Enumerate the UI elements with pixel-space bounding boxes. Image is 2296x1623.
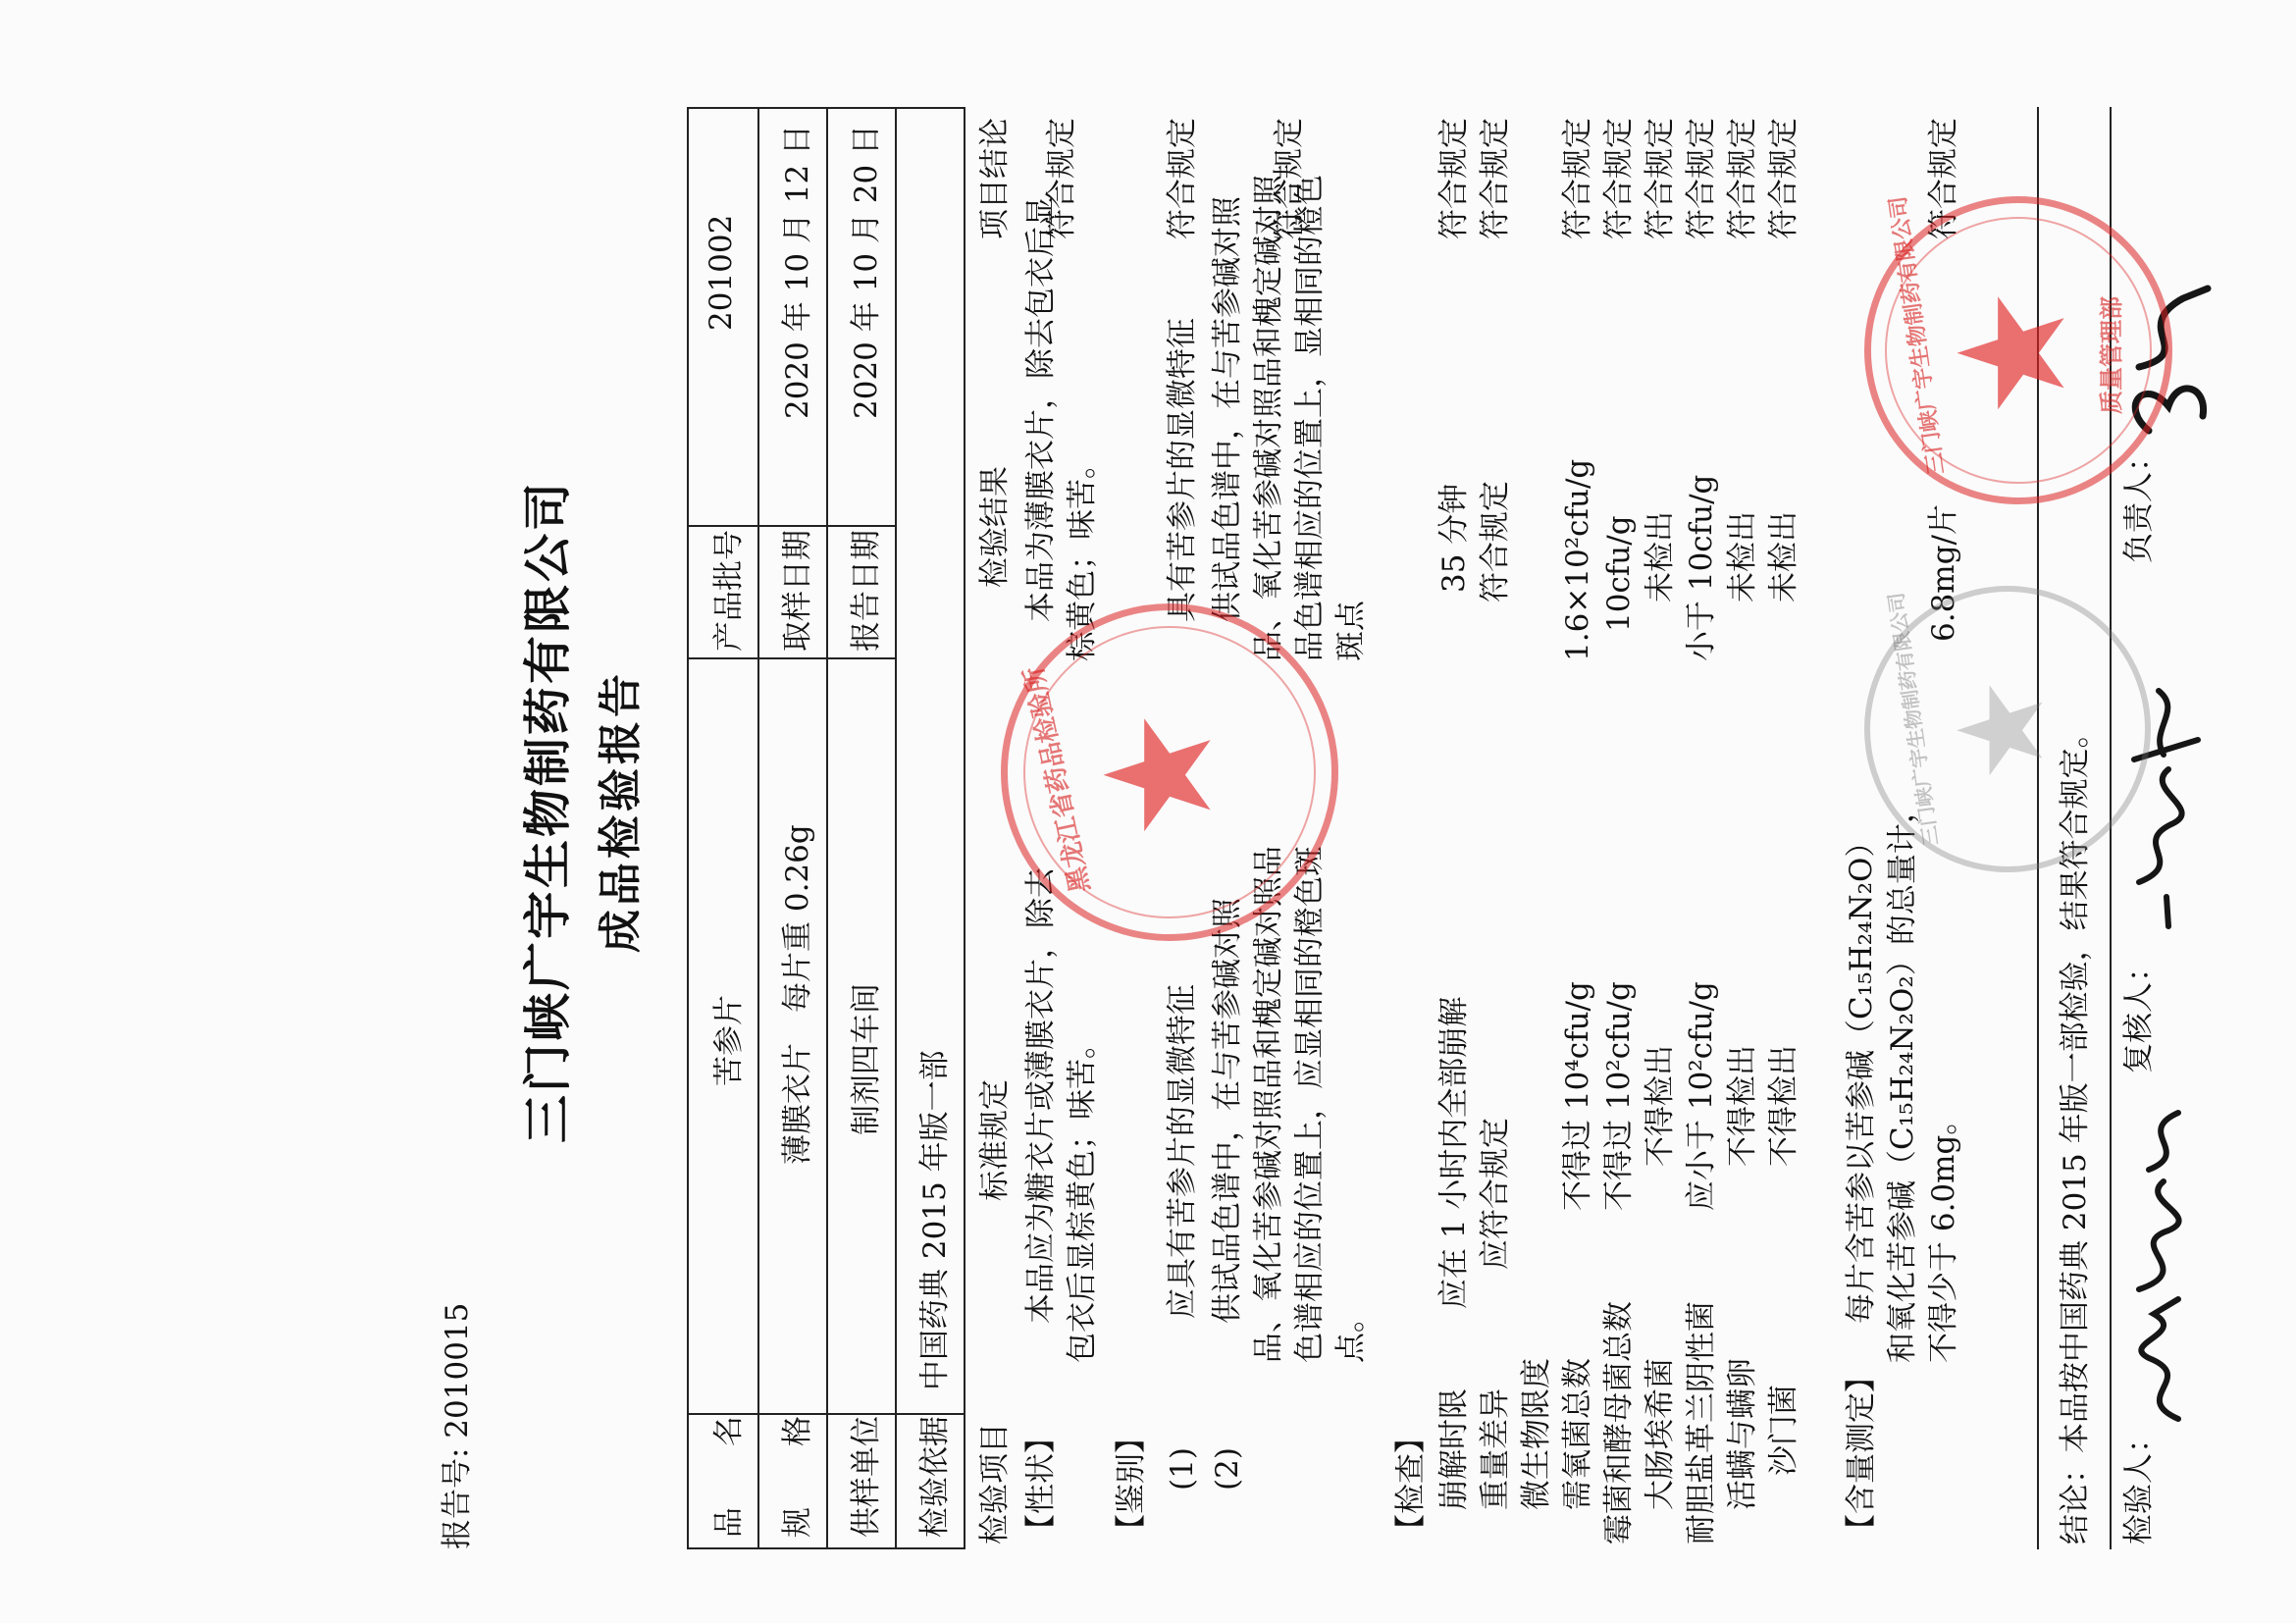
ecoli-standard: 不得检出 bbox=[1643, 1045, 1678, 1167]
seal-star-icon: ★ bbox=[1934, 677, 2070, 783]
ident-2-standard: 色谱相应的位置上，应显相同的橙色斑 bbox=[1292, 846, 1328, 1363]
sample-date-label: 取样日期 bbox=[780, 530, 815, 652]
ecoli-conclusion: 符合规定 bbox=[1643, 118, 1678, 239]
salmonella-conclusion: 符合规定 bbox=[1766, 118, 1801, 239]
column-standard: 标准规定 bbox=[977, 1079, 1013, 1201]
assay-standard: 不得少于 6.0mg。 bbox=[1926, 1104, 1961, 1363]
disintegration-label: 崩解时限 bbox=[1436, 1388, 1472, 1510]
ident-2-result: 供试品色谱中，在与苦参碱对照 bbox=[1210, 196, 1245, 622]
table-rule bbox=[757, 109, 759, 1547]
seal-text: 三门峡广宇生物制药有限公司 bbox=[1884, 591, 1943, 848]
disintegration-conclusion: 符合规定 bbox=[1436, 118, 1472, 239]
inspector-signature bbox=[2110, 1093, 2218, 1427]
spec-label: 规 格 bbox=[780, 1416, 815, 1538]
properties-result: 本品为薄膜衣片，除去包衣后显 bbox=[1023, 196, 1059, 622]
section-properties: 【性状】 bbox=[1023, 1423, 1059, 1544]
ident-2-result: 品色谱相应的位置上，显相同的橙色 bbox=[1292, 175, 1328, 661]
table-rule bbox=[689, 657, 895, 659]
section-assay: 【含量测定】 bbox=[1844, 1362, 1879, 1544]
seal-text: 三门峡广宇生物制药有限公司 bbox=[1885, 194, 1950, 477]
mold-conclusion: 符合规定 bbox=[1601, 118, 1637, 239]
table-rule bbox=[689, 525, 895, 527]
properties-standard: 本品应为糖衣片或薄膜衣片，除去 bbox=[1023, 867, 1059, 1324]
ecoli-result: 未检出 bbox=[1643, 511, 1678, 602]
product-name-label: 品 名 bbox=[711, 1416, 747, 1538]
weight-conclusion: 符合规定 bbox=[1478, 118, 1513, 239]
mites-conclusion: 符合规定 bbox=[1725, 118, 1760, 239]
properties-standard: 包衣后显棕黄色；味苦。 bbox=[1065, 1028, 1100, 1363]
ident-2-label: (2) bbox=[1210, 1447, 1245, 1491]
properties-conclusion: 符合规定 bbox=[1044, 118, 1079, 239]
table-rule bbox=[689, 1413, 964, 1415]
ident-1-standard: 应具有苦参片的显微特征 bbox=[1165, 984, 1200, 1319]
seal-text: 质量管理部 bbox=[2097, 296, 2125, 414]
report-number: 报告号: 2010015 bbox=[440, 1302, 475, 1549]
info-table bbox=[687, 107, 965, 1549]
aerobic-standard: 不得过 10⁴cfu/g bbox=[1560, 981, 1595, 1211]
assay-result: 6.8mg/片 bbox=[1926, 504, 1961, 642]
table-rule bbox=[895, 109, 897, 1547]
microbial-label: 微生物限度 bbox=[1519, 1358, 1554, 1510]
section-identification: 【鉴别】 bbox=[1114, 1423, 1149, 1544]
weight-standard: 应符合规定 bbox=[1478, 1118, 1513, 1270]
spec-value: 薄膜衣片 每片重 0.26g bbox=[780, 824, 815, 1165]
conclusion-text: 结论：本品按中国药典 2015 年版一部检验，结果符合规定。 bbox=[2058, 717, 2093, 1544]
mold-standard: 不得过 10²cfu/g bbox=[1601, 981, 1637, 1211]
disintegration-result: 35 分钟 bbox=[1436, 483, 1472, 593]
weight-label: 重量差异 bbox=[1478, 1388, 1513, 1510]
aerobic-label: 需氧菌总数 bbox=[1560, 1358, 1595, 1510]
inspector-label: 检验人： bbox=[2121, 1423, 2157, 1544]
column-conclusion: 项目结论 bbox=[977, 118, 1013, 239]
ident-2-standard: 点。 bbox=[1333, 1302, 1369, 1363]
aerobic-result: 1.6×10²cfu/g bbox=[1560, 458, 1595, 661]
aerobic-conclusion: 符合规定 bbox=[1560, 118, 1595, 239]
ident-2-conclusion: 符合规定 bbox=[1272, 118, 1307, 239]
report-date-label: 报告日期 bbox=[849, 530, 884, 652]
basis-label: 检验依据 bbox=[917, 1416, 953, 1538]
bile-standard: 应小于 10²cfu/g bbox=[1684, 981, 1719, 1211]
table-rule bbox=[826, 109, 828, 1547]
product-name: 苦参片 bbox=[711, 995, 747, 1086]
seal-star-icon: ★ bbox=[1928, 287, 2099, 419]
ident-2-standard: 品、氧化苦参碱对照品和槐定碱对照品 bbox=[1251, 846, 1286, 1363]
properties-result: 棕黄色；味苦。 bbox=[1065, 448, 1100, 661]
bile-result: 小于 10cfu/g bbox=[1684, 474, 1719, 661]
seal-star-icon: ★ bbox=[1074, 708, 1245, 841]
red-quality-seal bbox=[1864, 196, 2172, 504]
ident-2-result: 斑点 bbox=[1333, 601, 1369, 661]
assay-standard: 和氧化苦参碱（C₁₅H₂₄N₂O₂）的总量计， bbox=[1885, 793, 1920, 1363]
mold-result: 10cfu/g bbox=[1601, 515, 1637, 632]
ident-1-conclusion: 符合规定 bbox=[1165, 118, 1200, 239]
batch-label: 产品批号 bbox=[711, 530, 747, 652]
reviewer-label: 复核人： bbox=[2121, 952, 2157, 1073]
mites-result: 未检出 bbox=[1725, 511, 1760, 602]
bile-label: 耐胆盐革兰阴性菌 bbox=[1684, 1301, 1719, 1544]
disintegration-standard: 应在 1 小时内全部崩解 bbox=[1436, 996, 1472, 1309]
salmonella-standard: 不得检出 bbox=[1766, 1045, 1801, 1167]
sample-date: 2020 年 10 月 12 日 bbox=[780, 124, 815, 419]
red-inspection-seal bbox=[1001, 603, 1338, 941]
responsible-label: 负责人： bbox=[2121, 442, 2157, 563]
ident-2-standard: 供试品色谱中，在与苦参碱对照 bbox=[1210, 898, 1245, 1324]
assay-conclusion: 符合规定 bbox=[1926, 118, 1961, 239]
gray-seal bbox=[1864, 586, 2151, 872]
batch-number: 201002 bbox=[704, 214, 739, 331]
supplier-value: 制剂四车间 bbox=[849, 983, 884, 1135]
mold-label: 霉菌和酵母菌总数 bbox=[1601, 1301, 1637, 1544]
salmonella-label: 沙门菌 bbox=[1766, 1385, 1801, 1476]
section-inspection: 【检查】 bbox=[1393, 1423, 1429, 1544]
bile-conclusion: 符合规定 bbox=[1684, 118, 1719, 239]
salmonella-result: 未检出 bbox=[1766, 511, 1801, 602]
report-title: 成品检验报告 bbox=[596, 670, 646, 953]
column-item: 检验项目 bbox=[977, 1423, 1013, 1544]
mites-standard: 不得检出 bbox=[1725, 1045, 1760, 1167]
supplier-label: 供样单位 bbox=[849, 1416, 884, 1538]
ident-1-label: (1) bbox=[1165, 1447, 1200, 1491]
basis-value: 中国药典 2015 年版一部 bbox=[917, 1050, 953, 1390]
ident-2-result: 品、氧化苦参碱对照品和槐定碱对照 bbox=[1251, 175, 1286, 661]
assay-standard: 每片含苦参以苦参碱（C₁₅H₂₄N₂O） bbox=[1844, 826, 1879, 1324]
weight-result: 符合规定 bbox=[1478, 481, 1513, 602]
column-result: 检验结果 bbox=[977, 466, 1013, 588]
ecoli-label: 大肠埃希菌 bbox=[1643, 1358, 1678, 1510]
report-date: 2020 年 10 月 20 日 bbox=[849, 124, 884, 419]
ident-1-result: 具有苦参片的显微特征 bbox=[1165, 318, 1200, 622]
company-name: 三门峡广宇生物制药有限公司 bbox=[519, 480, 576, 1144]
seal-text: 黑龙江省药品检验所 bbox=[1018, 663, 1096, 896]
mites-label: 活螨与螨卵 bbox=[1725, 1358, 1760, 1510]
